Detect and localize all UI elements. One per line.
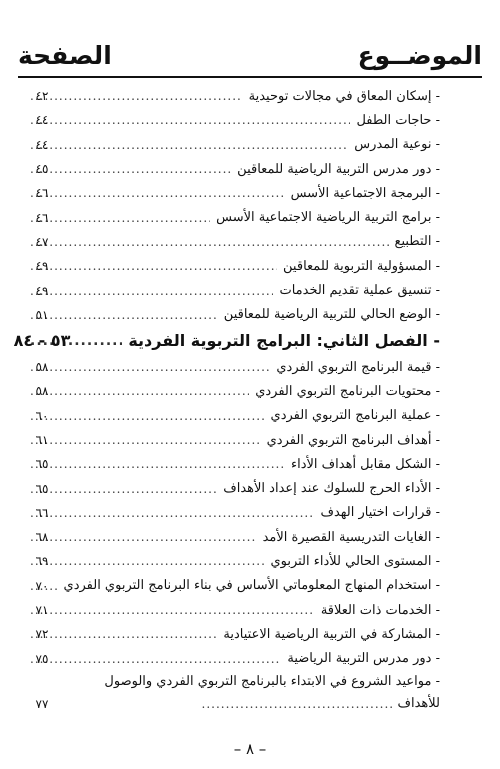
- toc-entry: [26, 157, 440, 181]
- toc-entry-page: ٤٥: [35, 162, 49, 177]
- toc-entry-page: ٤٢: [35, 89, 49, 104]
- toc-entry: [26, 452, 440, 476]
- dot-leader: [30, 235, 389, 249]
- toc-entry-text: - حاجات الطفل: [356, 112, 440, 128]
- toc-entry-page: ٧٧: [35, 696, 49, 711]
- toc-entry-text: للأهداف: [397, 696, 440, 712]
- toc-entry: [26, 84, 440, 108]
- toc-entry-text: - البرمجة الاجتماعية الأسس: [290, 185, 440, 201]
- toc-entry-page: ٥٨: [35, 360, 49, 375]
- topic-heading: الموضــوع: [357, 41, 482, 70]
- toc-entry: [26, 108, 440, 132]
- toc-entry-text: - الوضع الحالي للتربية الرياضية للمعاقين: [223, 307, 440, 323]
- toc-entry-page: ٦٥: [35, 457, 49, 472]
- toc-entry: [26, 303, 440, 327]
- toc-entry-page: ٤٩: [35, 283, 49, 298]
- dot-leader: [30, 652, 281, 666]
- toc-entry-text: - المستوى الحالي للأداء التربوي: [270, 553, 440, 569]
- toc-entry: [26, 501, 440, 525]
- dot-leader: [30, 530, 257, 544]
- toc-entry: [26, 574, 440, 598]
- toc-entry: [26, 230, 440, 254]
- dot-leader: [30, 457, 285, 471]
- toc-entry: [26, 254, 440, 278]
- toc-entry-text: - قرارات اختيار الهدف: [320, 505, 440, 521]
- page-number: – ٨ –: [233, 740, 267, 758]
- toc-entry-text: - استخدام المنهاج المعلوماتي الأساس في بناء البرنامج التربوي الفردي: [63, 578, 440, 594]
- dot-leader: [30, 259, 277, 273]
- toc-entry: [26, 525, 440, 549]
- toc-entry-page: ٦٩: [35, 554, 49, 569]
- toc-entry-page: ٧١: [35, 603, 49, 618]
- toc-entry-page: ٦٨: [35, 530, 49, 545]
- toc-entry-text: - مواعيد الشروع في الابتداء بالبرنامج التربوي الفردي والوصول: [104, 674, 440, 690]
- toc-entry: [26, 622, 440, 646]
- toc-entry-page: ٦٥: [35, 481, 49, 496]
- toc-entry-page: ٧٢: [35, 627, 49, 642]
- toc-entry-page: ٥١: [35, 307, 49, 322]
- toc-entry-page: ٧٥: [35, 651, 49, 666]
- table-of-contents: [13, 84, 440, 715]
- dot-leader: [30, 409, 265, 423]
- toc-entry: [26, 205, 440, 229]
- dot-leader: [30, 284, 273, 298]
- toc-entry-text: - المسؤولية التربوية للمعاقين: [283, 258, 440, 274]
- toc-entry-text: - تنسيق عملية تقديم الخدمات: [279, 283, 440, 299]
- toc-entry: [26, 647, 440, 671]
- chapter-pages: ٥٣ - ٨٤: [13, 331, 71, 351]
- dot-leader: [202, 697, 392, 711]
- dot-leader: [30, 360, 270, 374]
- toc-entry-text: - عملية البرنامج التربوي الفردي: [270, 408, 440, 424]
- dot-leader: [30, 186, 285, 200]
- toc-entry-page: ٤٧: [35, 234, 49, 249]
- toc-entry-line2: [26, 693, 440, 715]
- toc-entry-page: ٤٤: [35, 137, 49, 152]
- toc-entry-text: - أهداف البرنامج التربوي الفردي: [266, 432, 440, 448]
- toc-entry-text: - نوعية المدرس: [354, 137, 440, 153]
- toc-entry-text: - قيمة البرنامج التربوي الفردي: [276, 359, 440, 375]
- toc-entry-page: ٦٦: [35, 505, 49, 520]
- toc-entry-page: ٥٨: [35, 384, 49, 399]
- toc-entry-text: - برامج التربية الرياضية الاجتماعية الأسس: [216, 210, 440, 226]
- toc-entry-text: - الشكل مقابل أهداف الأداء: [291, 456, 440, 472]
- toc-entry: [26, 476, 440, 500]
- chapter-heading: [13, 327, 440, 355]
- toc-entry-text: - دور مدرس التربية الرياضية: [287, 651, 440, 667]
- toc-entry-text: - الأداء الحرج للسلوك عند إعداد الأهداف: [223, 481, 440, 497]
- toc-entry-page: ٤٩: [35, 259, 49, 274]
- toc-entry: [26, 181, 440, 205]
- toc-entry: [26, 133, 440, 157]
- dot-leader: [30, 433, 261, 447]
- toc-entry-text: - الخدمات ذات العلاقة: [320, 602, 440, 618]
- toc-entry-text: - المشاركة في التربية الرياضية الاعتيادية: [223, 626, 440, 642]
- dot-leader: [30, 603, 315, 617]
- toc-entry-page: ٤٦: [35, 210, 49, 225]
- toc-entry-page: ٦٠: [35, 408, 49, 423]
- toc-entry-line1: [26, 671, 440, 693]
- toc-entry-page: ٧٠: [35, 578, 49, 593]
- dot-leader: [30, 554, 264, 568]
- header-rule: [18, 76, 482, 78]
- dot-leader: [30, 384, 249, 398]
- toc-entry: [26, 598, 440, 622]
- toc-entry-text: - محتويات البرنامج التربوي الفردي: [255, 383, 440, 399]
- toc-entry: [26, 278, 440, 302]
- toc-entry: [26, 379, 440, 403]
- toc-entry-text: - دور مدرس التربية الرياضية للمعاقين: [237, 161, 440, 177]
- toc-entry-page: ٦١: [35, 433, 49, 447]
- dot-leader: [30, 506, 314, 520]
- toc-entry-text: - الغايات التدريسية القصيرة الأمد: [262, 529, 440, 545]
- toc-entry-page: ٤٤: [35, 113, 49, 128]
- toc-entry-text: - التطبيع: [394, 234, 440, 250]
- toc-entry: [26, 549, 440, 573]
- header: [18, 30, 482, 70]
- toc-entry-page: ٤٦: [35, 186, 49, 201]
- dot-leader: [30, 113, 350, 127]
- toc-entry-text: - إسكان المعاق في مجالات توحيدية: [248, 88, 440, 104]
- dot-leader: [30, 138, 348, 152]
- toc-entry: [26, 428, 440, 452]
- toc-entry: [26, 404, 440, 428]
- chapter-title: - الفصل الثاني: البرامج التربوية الفردية: [128, 331, 440, 351]
- toc-entry: [26, 355, 440, 379]
- page-heading: الصفحة: [18, 41, 112, 70]
